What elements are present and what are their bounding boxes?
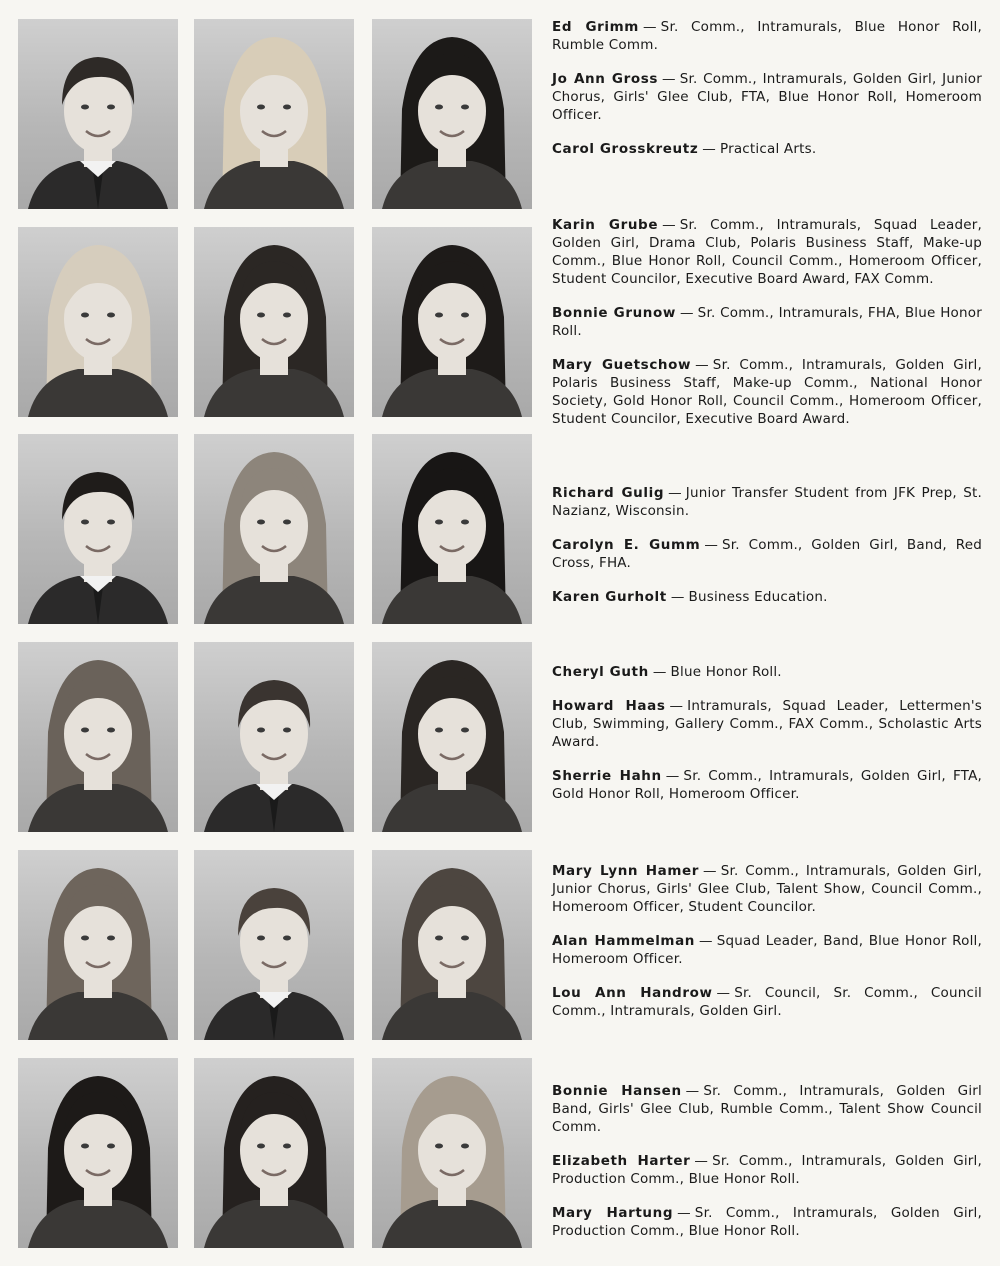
portrait-photo (194, 642, 354, 832)
student-activities: Sr. Comm., Intramurals, Golden Girl Band, Girls' Glee Club, Rumble Comm., Talent Show Council Comm. (552, 1083, 982, 1135)
student-entry (552, 862, 982, 916)
student-entry (552, 697, 982, 751)
entry-group (552, 663, 982, 819)
portrait-image (18, 434, 178, 624)
student-activities: Sr. Comm., Intramurals, FHA, Blue Honor Roll. (552, 305, 982, 339)
portrait-photo (194, 850, 354, 1040)
student-entry (552, 216, 982, 288)
portrait-photo (372, 434, 532, 624)
entry-group (552, 862, 982, 1036)
portrait-image (18, 850, 178, 1040)
entry-group (552, 484, 982, 622)
portrait-photo (194, 1058, 354, 1248)
student-activities: Junior Transfer Student from JFK Prep, St. Nazianz, Wisconsin. (552, 485, 982, 519)
portrait-image (372, 850, 532, 1040)
student-name: Mary Hartung (552, 1205, 674, 1221)
em-dash: — (716, 985, 731, 1001)
student-name: Carolyn E. Gumm (552, 537, 701, 553)
portrait-image (372, 227, 532, 417)
portrait-photo (372, 19, 532, 209)
portrait-photo (18, 1058, 178, 1248)
em-dash: — (695, 357, 709, 373)
em-dash: — (703, 863, 717, 879)
portrait-photo (194, 19, 354, 209)
student-name: Lou Ann Handrow (552, 985, 713, 1001)
student-name: Alan Hammelman (552, 933, 696, 949)
student-entry (552, 356, 982, 428)
student-activities: Sr. Comm., Intramurals, Golden Girl, Junior Chorus, Girls' Glee Club, Talent Show, Council Comm., Homeroom Officer, Student Councilor. (552, 863, 982, 915)
student-entry (552, 663, 982, 681)
student-activities: Sr. Comm., Intramurals, Golden Girl, Production Comm., Blue Honor Roll. (552, 1205, 982, 1239)
student-name: Karin Grube (552, 217, 659, 233)
student-name: Carol Grosskreutz (552, 141, 699, 157)
portrait-photo (194, 227, 354, 417)
portrait-image (18, 19, 178, 209)
portrait-image (372, 642, 532, 832)
entry-group (552, 18, 982, 174)
portrait-photo (18, 642, 178, 832)
student-activities: Sr. Comm., Intramurals, Blue Honor Roll, Rumble Comm. (552, 19, 982, 53)
student-entry (552, 140, 982, 158)
student-activities: Squad Leader, Band, Blue Honor Roll, Homeroom Officer. (552, 933, 982, 967)
student-activities: Sr. Comm., Golden Girl, Band, Red Cross, FHA. (552, 537, 982, 571)
student-entry (552, 484, 982, 520)
student-activities: Blue Honor Roll. (670, 664, 782, 680)
student-activities: Sr. Comm., Intramurals, Golden Girl, FTA, Gold Honor Roll, Homeroom Officer. (552, 768, 982, 802)
student-activities: Sr. Comm., Intramurals, Golden Girl, Production Comm., Blue Honor Roll. (552, 1153, 982, 1187)
student-name: Bonnie Hansen (552, 1083, 682, 1099)
portrait-photo (372, 850, 532, 1040)
em-dash: — (668, 485, 682, 501)
student-name: Mary Guetschow (552, 357, 692, 373)
em-dash: — (677, 1205, 691, 1221)
em-dash: — (669, 698, 684, 714)
portrait-photo (18, 19, 178, 209)
student-activities: Sr. Comm., Intramurals, Golden Girl, Polaris Business Staff, Make-up Comm., National Honor Society, Gold Honor Roll, Council Comm., Homeroom Officer, Student Councilor, Executive Board Award. (552, 357, 982, 427)
student-activities: Sr. Council, Sr. Comm., Council Comm., Intramurals, Golden Girl. (552, 985, 982, 1019)
student-activities: Sr. Comm., Intramurals, Golden Girl, Junior Chorus, Girls' Glee Club, FTA, Blue Honor Roll, Homeroom Officer. (552, 71, 982, 123)
student-activities: Practical Arts. (719, 141, 817, 157)
student-entry (552, 304, 982, 340)
portrait-image (194, 642, 354, 832)
portrait-image (194, 19, 354, 209)
student-entry (552, 1204, 982, 1240)
entry-group (552, 1082, 982, 1256)
em-dash: — (699, 933, 713, 949)
student-entry (552, 767, 982, 803)
portrait-image (194, 850, 354, 1040)
student-activities: Intramurals, Squad Leader, Lettermen's Club, Swimming, Gallery Comm., FAX Comm., Scholastic Arts Award. (552, 698, 982, 750)
portrait-photo (18, 850, 178, 1040)
student-entry (552, 932, 982, 968)
em-dash: — (642, 19, 657, 35)
student-activities: Sr. Comm., Intramurals, Squad Leader, Golden Girl, Drama Club, Polaris Business Staff, Make-up Comm., Blue Honor Roll, Council Comm., Homeroom Officer, Student Councilor, Executive Board Award, FAX Comm. (552, 217, 982, 287)
portrait-photo (372, 642, 532, 832)
portrait-image (18, 1058, 178, 1248)
portrait-image (372, 434, 532, 624)
portrait-image (18, 227, 178, 417)
student-name: Howard Haas (552, 698, 666, 714)
em-dash: — (670, 589, 685, 605)
student-activities: Business Education. (688, 589, 828, 605)
student-name: Jo Ann Gross (552, 71, 658, 87)
portrait-photo (194, 434, 354, 624)
student-entry (552, 1082, 982, 1136)
student-entry (552, 1152, 982, 1188)
portrait-photo (18, 434, 178, 624)
portrait-image (194, 227, 354, 417)
student-name: Mary Lynn Hamer (552, 863, 700, 879)
entry-group (552, 216, 982, 444)
student-entry (552, 588, 982, 606)
portrait-image (194, 434, 354, 624)
portrait-image (372, 19, 532, 209)
student-entry (552, 984, 982, 1020)
student-name: Richard Gulig (552, 485, 665, 501)
em-dash: — (679, 305, 694, 321)
student-name: Cheryl Guth (552, 664, 649, 680)
student-entry (552, 18, 982, 54)
portrait-image (18, 642, 178, 832)
student-name: Sherrie Hahn (552, 768, 662, 784)
portrait-photo (372, 227, 532, 417)
em-dash: — (662, 71, 676, 87)
student-name: Karen Gurholt (552, 589, 667, 605)
em-dash: — (704, 537, 719, 553)
student-entry (552, 70, 982, 124)
portrait-photo (372, 1058, 532, 1248)
em-dash: — (694, 1153, 709, 1169)
student-name: Bonnie Grunow (552, 305, 676, 321)
em-dash: — (662, 217, 676, 233)
em-dash: — (652, 664, 667, 680)
em-dash: — (702, 141, 716, 157)
student-entry (552, 536, 982, 572)
portrait-photo (18, 227, 178, 417)
student-name: Ed Grimm (552, 19, 639, 35)
student-name: Elizabeth Harter (552, 1153, 691, 1169)
portrait-image (372, 1058, 532, 1248)
portrait-image (194, 1058, 354, 1248)
em-dash: — (665, 768, 680, 784)
em-dash: — (685, 1083, 700, 1099)
